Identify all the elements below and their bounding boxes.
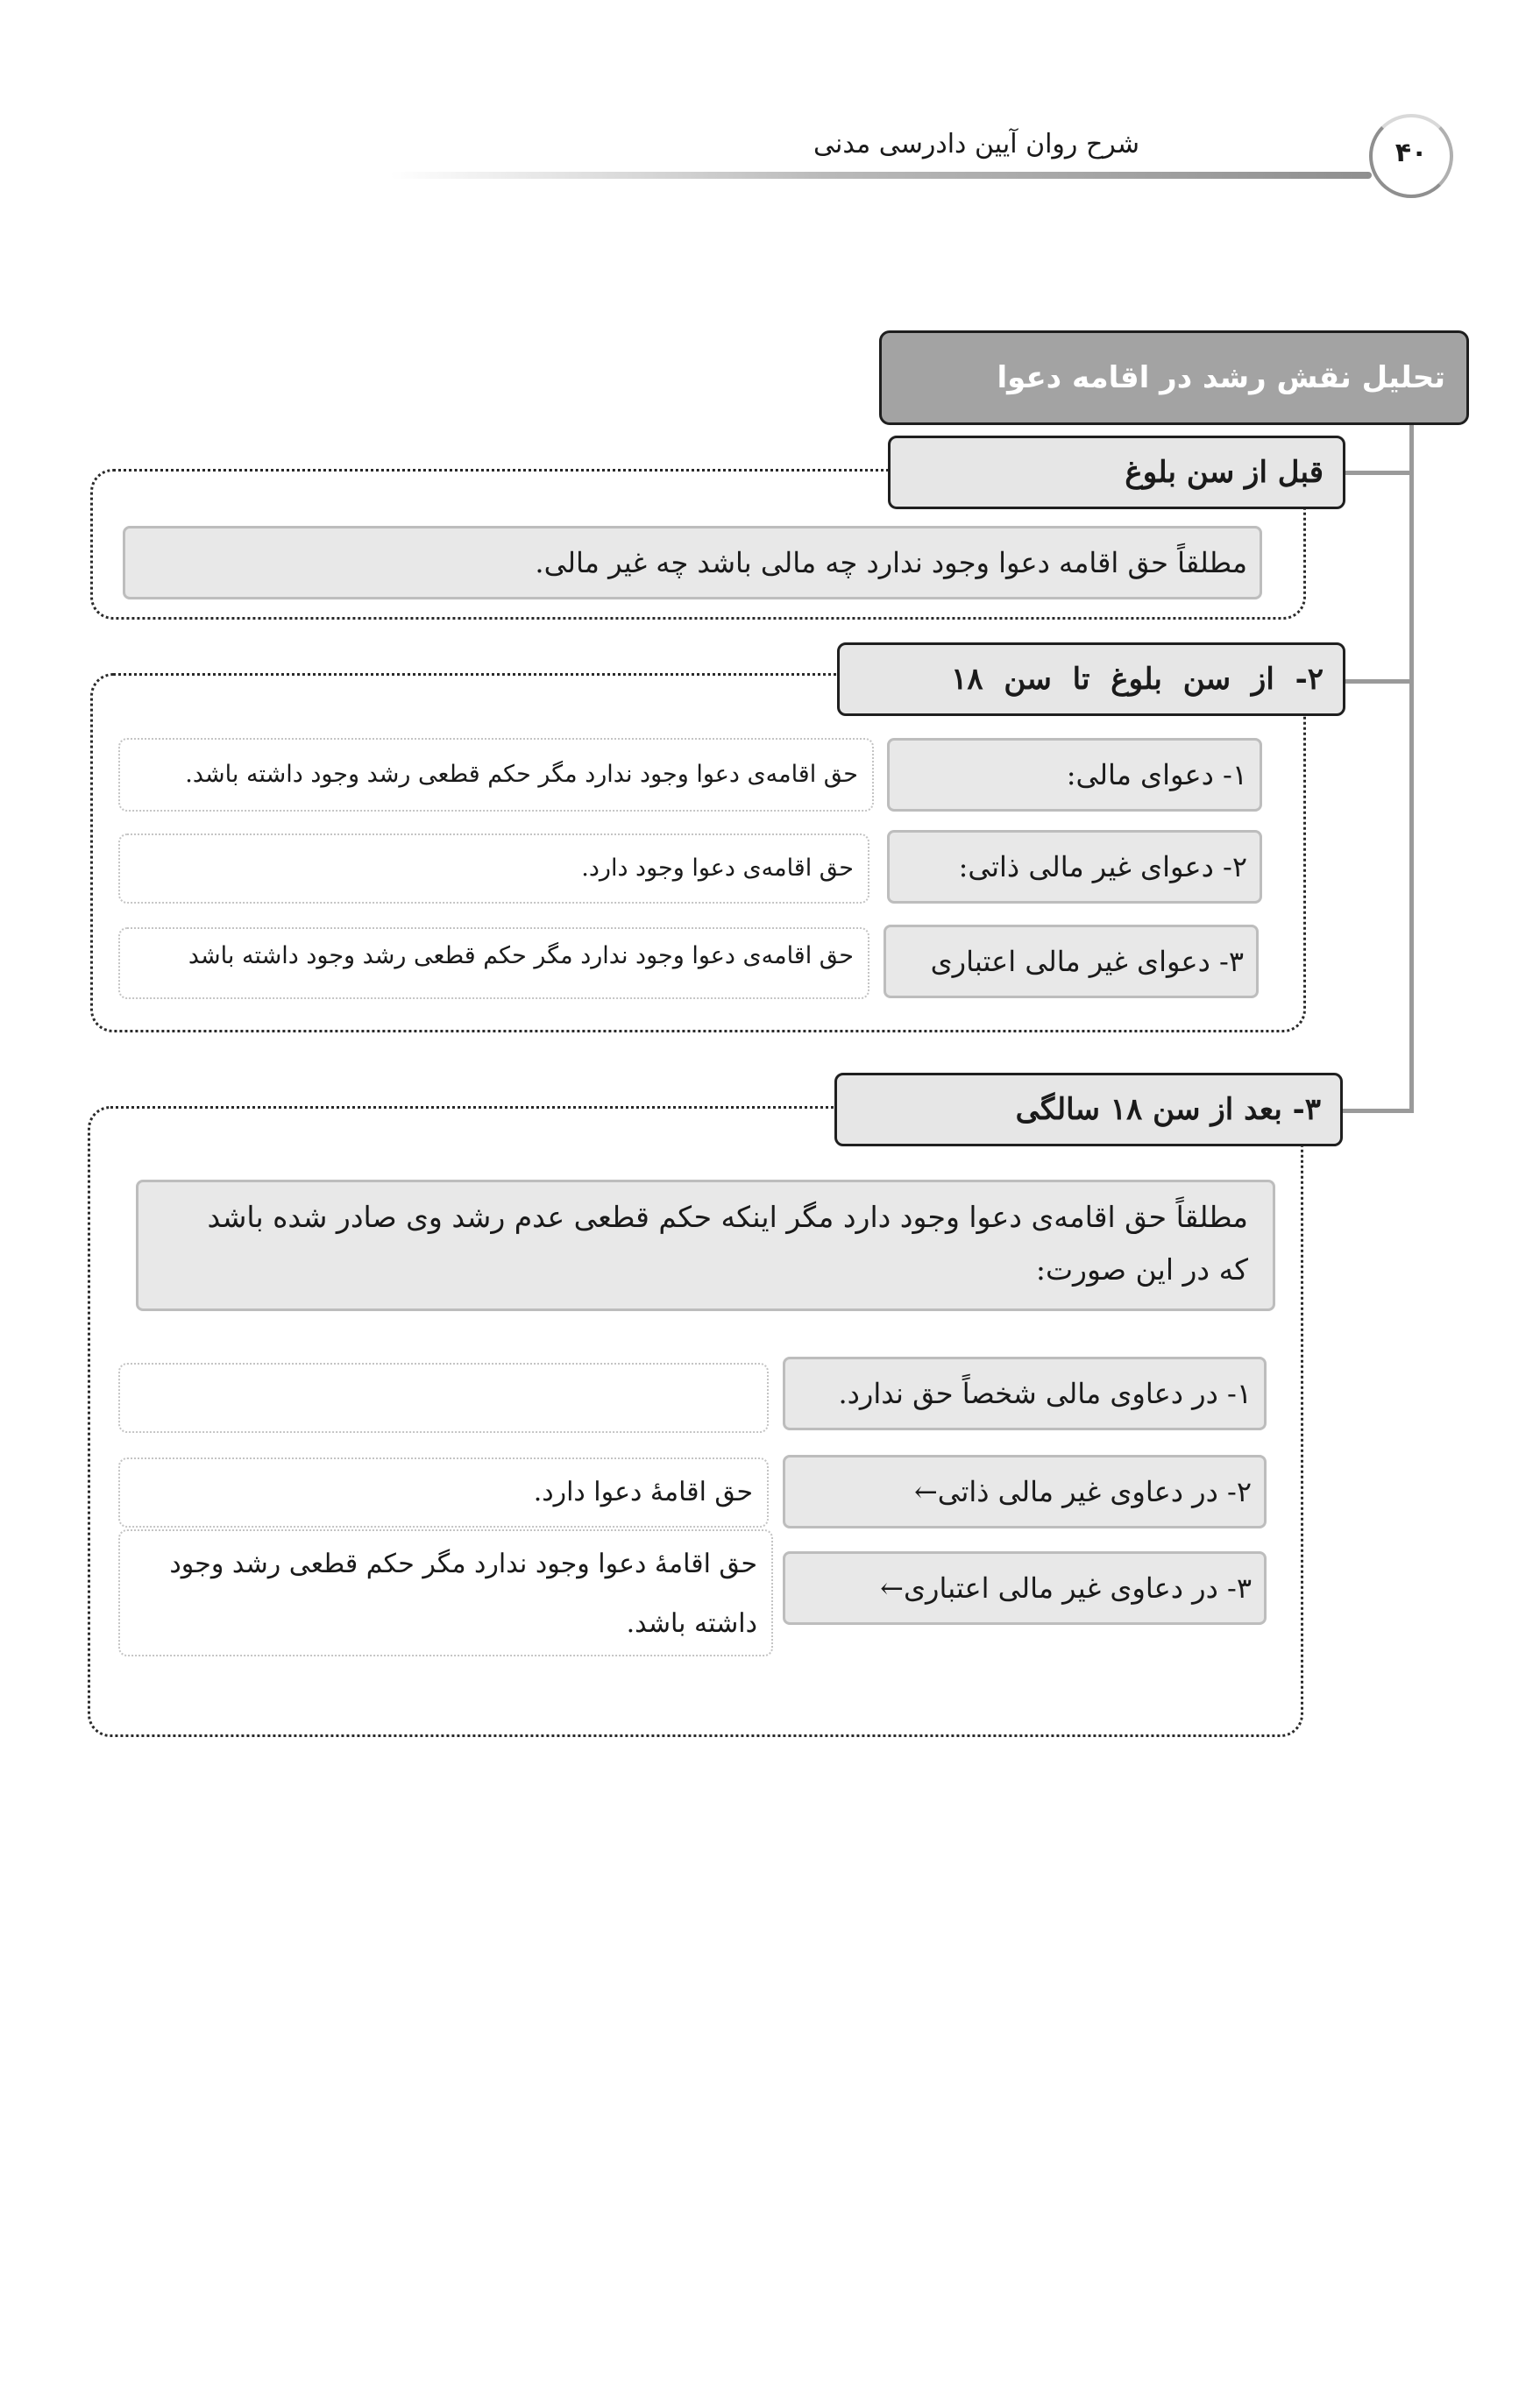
- section-3-statement: [136, 1180, 1275, 1311]
- section-2-item-2-text: حق اقامه‌ی دعوا وجود دارد.: [118, 833, 869, 904]
- section-3-item-1-label: ۱- در دعاوی مالی شخصاً حق ندارد.: [783, 1357, 1267, 1430]
- section-3-item-3-text-line-2: داشته باشد.: [626, 1608, 757, 1639]
- section-3-item-2-label: ۲- در دعاوی غیر مالی ذاتی←: [783, 1455, 1267, 1528]
- section-3-statement-line-2: که در این صورت:: [1035, 1252, 1248, 1287]
- connector-branch-1: [1344, 471, 1414, 475]
- section-3-heading: ۳- بعد از سن ۱۸ سالگی: [834, 1073, 1343, 1146]
- section-2-heading: ۲- از سن بلوغ تا سن ۱۸: [837, 642, 1345, 716]
- page-number: ۴۰: [1395, 138, 1428, 168]
- section-3-item-3-text: [118, 1529, 773, 1656]
- connector-branch-3: [1341, 1109, 1414, 1113]
- section-2-item-2-label: ۲- دعوای غیر مالی ذاتی:: [887, 830, 1262, 904]
- section-2-item-3-text: حق اقامه‌ی دعوا وجود ندارد مگر حکم قطعی رشد وجود داشته باشد: [118, 927, 869, 999]
- section-2-item-1-text: حق اقامه‌ی دعوا وجود ندارد مگر حکم قطعی رشد وجود داشته باشد.: [118, 738, 874, 812]
- section-3-item-3-text-line-1: حق اقامهٔ دعوا وجود ندارد مگر حکم قطعی رشد وجود: [169, 1549, 757, 1579]
- section-2-item-1-label: ۱- دعوای مالی:: [887, 738, 1262, 812]
- section-3-statement-line-1: مطلقاً حق اقامه‌ی دعوا وجود دارد مگر اینکه حکم قطعی عدم رشد وی صادر شده باشد: [207, 1200, 1248, 1234]
- main-title-box: تحلیل نقش رشد در اقامه دعوا: [879, 330, 1469, 425]
- connector-branch-2: [1344, 679, 1414, 684]
- header-rule: [390, 172, 1372, 179]
- section-2-item-3-label: ۳- دعوای غیر مالی اعتباری: [884, 925, 1259, 998]
- section-1-statement: مطلقاً حق اقامه دعوا وجود ندارد چه مالی باشد چه غیر مالی.: [123, 526, 1262, 599]
- connector-trunk: [1409, 425, 1414, 1113]
- section-3-item-2-text: حق اقامهٔ دعوا دارد.: [118, 1457, 769, 1528]
- running-header-title: شرح روان آیین دادرسی مدنی: [813, 129, 1139, 160]
- section-3-item-1-text: [118, 1363, 769, 1433]
- section-1-heading: قبل از سن بلوغ: [888, 436, 1345, 509]
- section-3-item-3-label: ۳- در دعاوی غیر مالی اعتباری←: [783, 1551, 1267, 1625]
